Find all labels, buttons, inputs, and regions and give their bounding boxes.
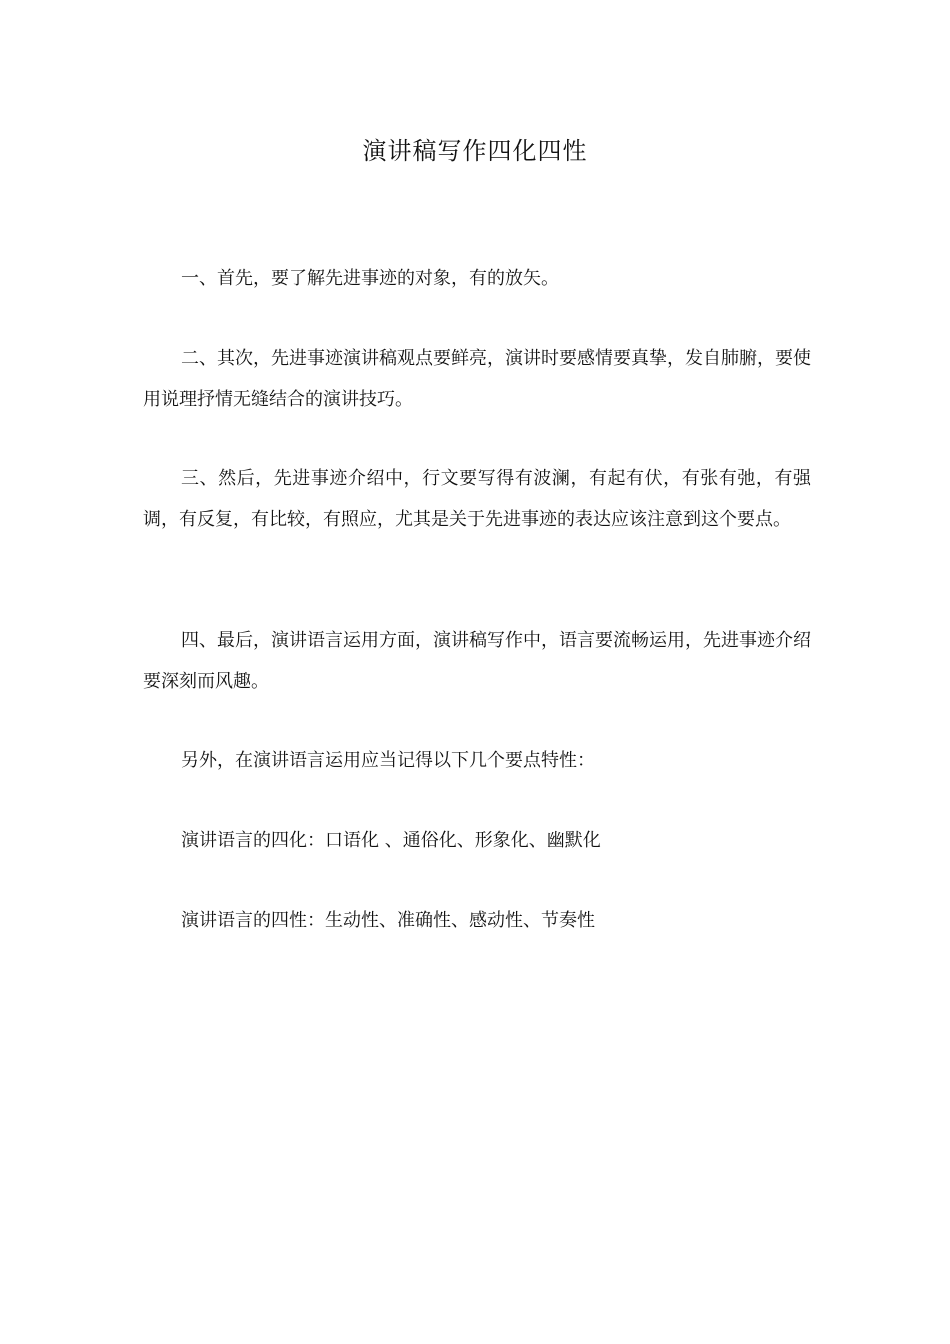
paragraph-four-qualities: 演讲语言的四性：生动性、准确性、感动性、节奏性 [181, 910, 595, 931]
paragraph-additional-note: 另外，在演讲语言运用应当记得以下几个要点特性： [181, 750, 595, 771]
page-title: 演讲稿写作四化四性 [362, 137, 588, 165]
paragraph-first-point: 一、首先，要了解先进事迹的对象，有的放矢。 [181, 268, 559, 289]
paragraph-four-modernizations: 演讲语言的四化：口语化 、通俗化、形象化、幽默化 [181, 830, 601, 851]
paragraph-fourth-point: 四、最后，演讲语言运用方面，演讲稿写作中，语言要流畅运用，先进事迹介绍要深刻而风趣。 [143, 630, 811, 692]
paragraph-second-point: 二、其次，先进事迹演讲稿观点要鲜亮，演讲时要感情要真挚，发自肺腑，要使用说理抒情无缝结合的演讲技巧。 [143, 348, 811, 410]
paragraph-third-point: 三、然后，先进事迹介绍中，行文要写得有波澜，有起有伏，有张有弛，有强调，有反复，有比较，有照应，尤其是关于先进事迹的表达应该注意到这个要点。 [143, 468, 811, 530]
